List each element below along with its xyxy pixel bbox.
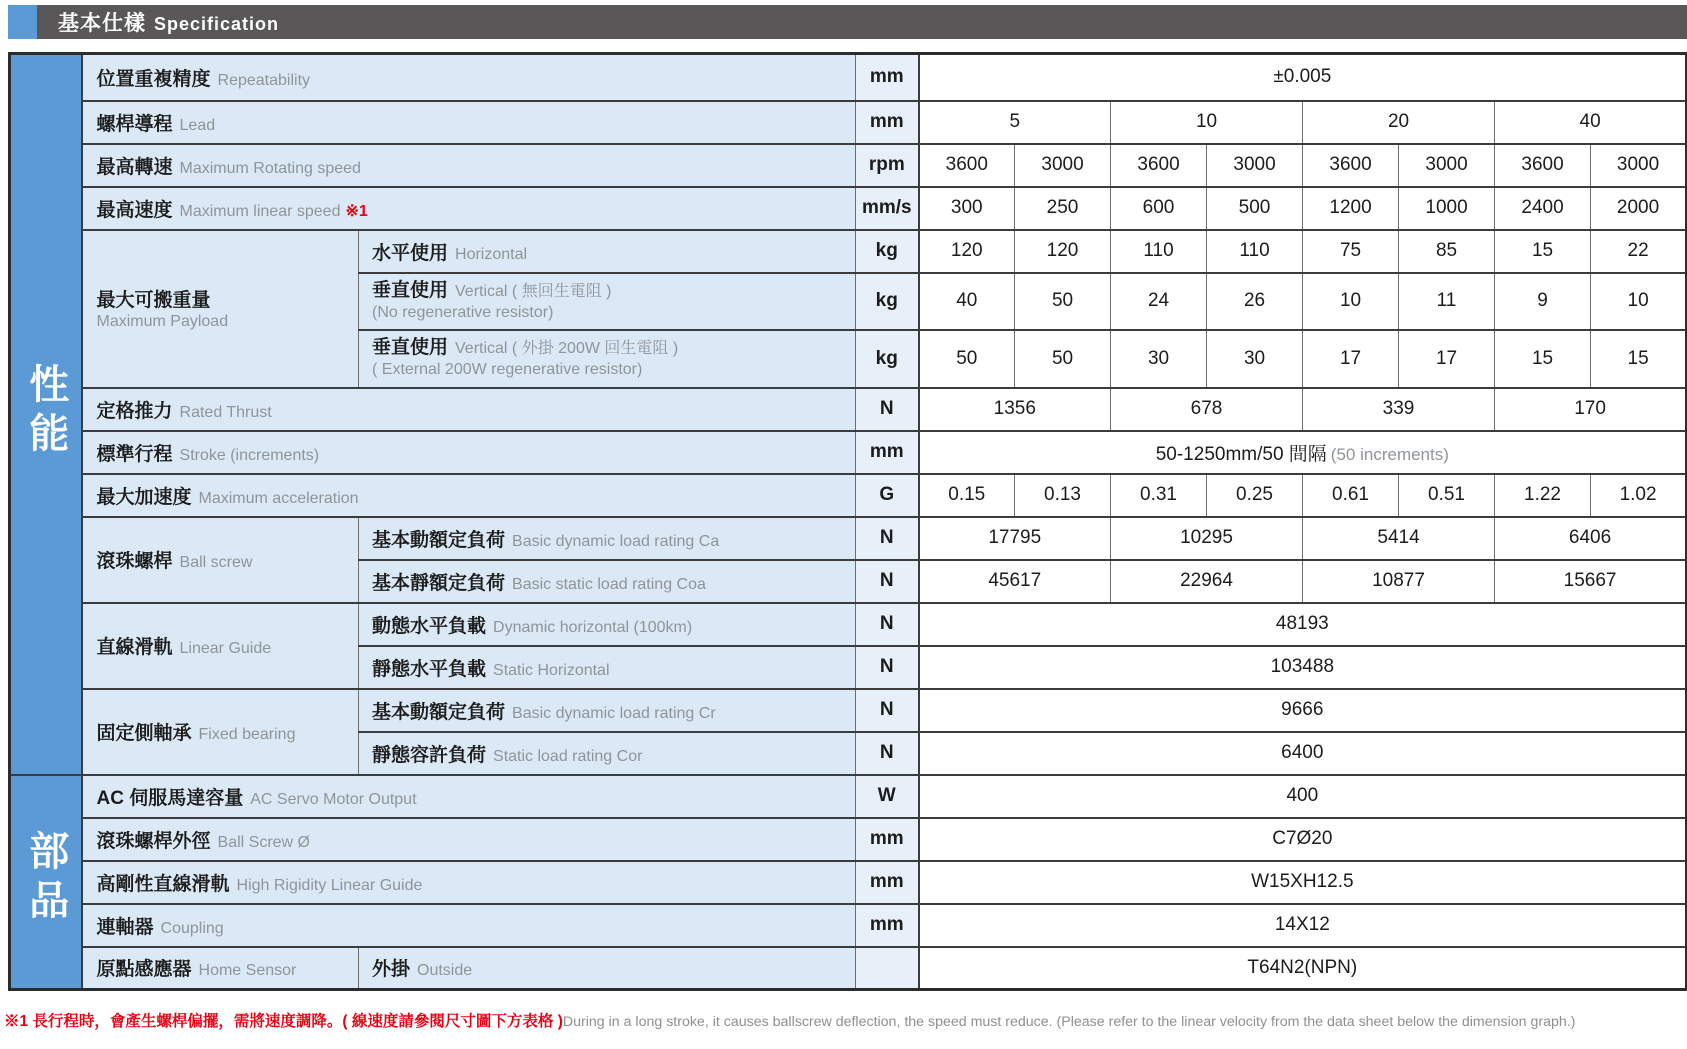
value-cell: 26 [1207, 273, 1303, 330]
value-cell: 339 [1303, 388, 1495, 431]
sublabel-cell [359, 517, 856, 560]
value-cell: 20 [1303, 101, 1495, 144]
value-cell: 22964 [1111, 560, 1303, 603]
value-cell: 30 [1111, 330, 1207, 388]
value-cell: 250 [1015, 187, 1111, 230]
sublabel-en: Vertical ( 無回生電阻 ) [455, 282, 612, 300]
header-accent-square [8, 5, 37, 39]
value-cell: 110 [1207, 230, 1303, 273]
label-en: Ball Screw Ø [217, 833, 310, 851]
value-cell: 0.25 [1207, 474, 1303, 517]
sublabel-en: Dynamic horizontal (100km) [493, 618, 693, 636]
unit-cell: mm [856, 431, 919, 474]
label-cell [82, 431, 856, 474]
sublabel-cell [359, 947, 856, 990]
unit-cell: N [856, 603, 919, 646]
unit-cell: kg [856, 330, 919, 388]
sublabel-zh: 靜態水平負載 [372, 658, 487, 680]
value-cell: 2400 [1495, 187, 1591, 230]
value-cell: 15 [1495, 330, 1591, 388]
unit-cell: rpm [856, 144, 919, 187]
label-zh: 直線滑軌 [96, 637, 173, 658]
value-cell: 50 [919, 330, 1015, 388]
label-zh: 滾珠螺桿外徑 [96, 830, 211, 852]
unit-cell [856, 947, 919, 990]
sublabel-en: Basic static load rating Coa [512, 575, 706, 593]
label-zh: 原點感應器 [96, 959, 192, 981]
label-en: Maximum acceleration [198, 489, 359, 507]
value-cell: 17 [1303, 330, 1399, 388]
sublabel-cell [359, 732, 856, 775]
value-cell: 3600 [1495, 144, 1591, 187]
sublabel-cell [359, 230, 856, 273]
value-cell: 24 [1111, 273, 1207, 330]
sublabel-zh: 基本動額定負荷 [372, 701, 506, 723]
sublabel-zh: 動態水平負載 [372, 615, 487, 637]
sublabel-en: Basic dynamic load rating Ca [512, 532, 720, 550]
value-cell: 0.15 [919, 474, 1015, 517]
sublabel-zh: 垂直使用 [372, 337, 449, 359]
value-cell: 17795 [919, 517, 1111, 560]
value-cell: 5414 [1303, 517, 1495, 560]
row-servo-output [10, 775, 1687, 818]
footnote-zh: ※1 長行程時，會產生螺桿偏擺，需將速度調降。( 線速度請參閱尺寸圖下方表格 ) [4, 1013, 563, 1030]
group-label-fixed-bearing [82, 689, 359, 775]
value-cell: 3600 [1303, 144, 1399, 187]
value-cell: 6400 [919, 732, 1687, 775]
unit-cell: mm [856, 904, 919, 947]
stroke-value-sub: (50 increments) [1330, 444, 1449, 464]
value-cell: 3000 [1591, 144, 1687, 187]
label-zh: 標準行程 [96, 443, 173, 465]
value-cell: 1356 [919, 388, 1111, 431]
section-label-performance: 性能 [23, 362, 68, 461]
unit-cell: kg [856, 273, 919, 330]
label-cell [82, 474, 856, 517]
sublabel-en: Static load rating Cor [493, 747, 643, 765]
value-cell: 3000 [1015, 144, 1111, 187]
label-en: AC Servo Motor Output [250, 790, 417, 808]
value-cell: 1000 [1399, 187, 1495, 230]
value-cell: 120 [919, 230, 1015, 273]
row-payload-horizontal [10, 230, 1687, 273]
value-cell: 0.51 [1399, 474, 1495, 517]
row-max-linear-speed [10, 187, 1687, 230]
value-cell: 0.13 [1015, 474, 1111, 517]
value-cell: 400 [919, 775, 1687, 818]
row-coupling [10, 904, 1687, 947]
footnote-ref: ※1 [345, 202, 368, 220]
value-cell: 300 [919, 187, 1015, 230]
label-cell [82, 187, 856, 230]
value-cell: 6406 [1495, 517, 1687, 560]
row-home-sensor [10, 947, 1687, 990]
footnote-en: During in a long stroke, it causes ballscrew deflection, the speed must reduce. (Please refer to the linear velocity from the data sheet below the dimension graph.) [562, 1014, 1576, 1030]
row-ballscrew-dynamic [10, 517, 1687, 560]
section-header-bar [8, 5, 1687, 39]
value-cell: 9666 [919, 689, 1687, 732]
value-cell: 2000 [1591, 187, 1687, 230]
value-cell: 5 [919, 101, 1111, 144]
label-en: Lead [179, 116, 216, 134]
page-title-zh: 基本仕樣 [58, 12, 146, 35]
label-en: Linear Guide [179, 640, 272, 657]
value-cell: 45617 [919, 560, 1111, 603]
label-cell [82, 861, 856, 904]
value-cell: 10 [1591, 273, 1687, 330]
value-cell: 30 [1207, 330, 1303, 388]
spec-table [8, 52, 1687, 991]
label-en: Maximum linear speed [179, 202, 341, 220]
sublabel-en: Outside [417, 962, 473, 980]
value-cell: W15XH12.5 [919, 861, 1687, 904]
value-cell: 120 [1015, 230, 1111, 273]
page-title [58, 7, 279, 37]
value-cell: 10 [1111, 101, 1303, 144]
value-cell: 3000 [1207, 144, 1303, 187]
value-cell: T64N2(NPN) [919, 947, 1687, 990]
row-rated-thrust [10, 388, 1687, 431]
label-zh: 螺桿導程 [96, 113, 173, 135]
stroke-value: 50-1250mm/50 間隔 [1155, 443, 1327, 465]
value-cell: 103488 [919, 646, 1687, 689]
sublabel-cell [359, 646, 856, 689]
label-zh: 固定側軸承 [96, 723, 192, 744]
value-cell: 678 [1111, 388, 1303, 431]
sublabel-zh: 垂直使用 [372, 279, 449, 301]
value-cell: 22 [1591, 230, 1687, 273]
label-cell [82, 144, 856, 187]
unit-cell: N [856, 388, 919, 431]
row-stroke [10, 431, 1687, 474]
label-cell [82, 388, 856, 431]
label-en: Home Sensor [198, 962, 297, 980]
value-cell: C7Ø20 [919, 818, 1687, 861]
unit-cell: mm [856, 861, 919, 904]
value-cell: 170 [1495, 388, 1687, 431]
value-cell: 600 [1111, 187, 1207, 230]
label-zh: AC 伺服馬達容量 [96, 787, 244, 809]
sublabel-en: Basic dynamic load rating Cr [512, 704, 716, 722]
label-en: Rated Thrust [179, 403, 272, 421]
label-cell [82, 54, 856, 101]
sublabel-zh: 基本動額定負荷 [372, 529, 506, 551]
value-cell: ±0.005 [919, 54, 1687, 101]
label-en: Maximum Rotating speed [179, 159, 361, 177]
label-cell [82, 904, 856, 947]
label-en: Stroke (increments) [179, 446, 320, 464]
unit-cell: G [856, 474, 919, 517]
sublabel-cell [359, 273, 856, 330]
sublabel-cell [359, 560, 856, 603]
value-cell: 40 [919, 273, 1015, 330]
label-zh: 最高速度 [96, 199, 173, 221]
row-lead [10, 101, 1687, 144]
row-max-rotating-speed [10, 144, 1687, 187]
unit-cell: N [856, 646, 919, 689]
value-cell: 10295 [1111, 517, 1303, 560]
sublabel-en-line2: (No regenerative resistor) [372, 303, 554, 321]
label-zh: 滾珠螺桿 [96, 551, 173, 572]
value-cell: 15 [1495, 230, 1591, 273]
label-zh: 最大可搬重量 [96, 290, 211, 312]
value-cell: 10877 [1303, 560, 1495, 603]
label-en: Maximum Payload [96, 313, 229, 331]
value-cell: 0.31 [1111, 474, 1207, 517]
group-label-max-payload [82, 230, 359, 388]
group-label-ball-screw [82, 517, 359, 603]
label-zh: 定格推力 [96, 400, 173, 422]
label-cell [82, 947, 359, 990]
value-cell [919, 431, 1687, 474]
label-zh: 最高轉速 [96, 156, 173, 178]
unit-cell: N [856, 560, 919, 603]
value-cell: 40 [1495, 101, 1687, 144]
sublabel-en-line2: ( External 200W regenerative resistor) [372, 361, 643, 379]
value-cell: 50 [1015, 273, 1111, 330]
section-cell-performance [10, 54, 82, 775]
label-en: Ball screw [179, 554, 253, 571]
unit-cell: N [856, 689, 919, 732]
value-cell: 75 [1303, 230, 1399, 273]
value-cell: 48193 [919, 603, 1687, 646]
row-fixedbearing-dynamic [10, 689, 1687, 732]
value-cell: 50 [1015, 330, 1111, 388]
footnote [4, 1009, 1687, 1031]
unit-cell: mm [856, 54, 919, 101]
label-zh: 連軸器 [96, 916, 154, 938]
sublabel-zh: 基本靜額定負荷 [372, 572, 506, 594]
label-en: High Rigidity Linear Guide [236, 876, 423, 894]
value-cell: 1.22 [1495, 474, 1591, 517]
value-cell: 110 [1111, 230, 1207, 273]
value-cell: 1.02 [1591, 474, 1687, 517]
sublabel-cell [359, 330, 856, 388]
unit-cell: mm [856, 101, 919, 144]
unit-cell: mm/s [856, 187, 919, 230]
label-zh: 高剛性直線滑軌 [96, 873, 230, 895]
value-cell: 15667 [1495, 560, 1687, 603]
unit-cell: N [856, 517, 919, 560]
label-cell [82, 818, 856, 861]
label-cell [82, 101, 856, 144]
row-ballscrew-diameter [10, 818, 1687, 861]
label-en: Repeatability [217, 71, 311, 89]
spec-table-wrap [8, 52, 1687, 991]
row-rigidity-guide [10, 861, 1687, 904]
value-cell: 15 [1591, 330, 1687, 388]
label-cell [82, 775, 856, 818]
label-en: Fixed bearing [198, 726, 296, 743]
sublabel-zh: 靜態容許負荷 [372, 744, 487, 766]
value-cell: 85 [1399, 230, 1495, 273]
unit-cell: kg [856, 230, 919, 273]
sublabel-cell [359, 689, 856, 732]
value-cell: 3000 [1399, 144, 1495, 187]
page-title-en: Specification [154, 14, 280, 34]
value-cell: 14X12 [919, 904, 1687, 947]
sublabel-en: Static Horizontal [493, 661, 610, 679]
unit-cell: mm [856, 818, 919, 861]
row-repeatability [10, 54, 1687, 101]
value-cell: 3600 [919, 144, 1015, 187]
value-cell: 1200 [1303, 187, 1399, 230]
value-cell: 17 [1399, 330, 1495, 388]
value-cell: 3600 [1111, 144, 1207, 187]
unit-cell: N [856, 732, 919, 775]
sublabel-en: Vertical ( 外掛 200W 回生電阻 ) [455, 340, 679, 358]
sublabel-cell [359, 603, 856, 646]
value-cell: 0.61 [1303, 474, 1399, 517]
row-linearguide-dynamic [10, 603, 1687, 646]
label-en: Coupling [160, 919, 224, 937]
sublabel-en: Horizontal [455, 245, 528, 263]
value-cell: 10 [1303, 273, 1399, 330]
group-label-linear-guide [82, 603, 359, 689]
sublabel-zh: 外掛 [372, 959, 411, 981]
row-max-acceleration [10, 474, 1687, 517]
sublabel-zh: 水平使用 [372, 242, 449, 264]
value-cell: 500 [1207, 187, 1303, 230]
value-cell: 11 [1399, 273, 1495, 330]
value-cell: 9 [1495, 273, 1591, 330]
section-label-parts: 部品 [23, 830, 68, 929]
label-zh: 位置重複精度 [96, 68, 211, 90]
section-cell-parts [10, 775, 82, 990]
label-zh: 最大加速度 [96, 486, 192, 508]
unit-cell: W [856, 775, 919, 818]
